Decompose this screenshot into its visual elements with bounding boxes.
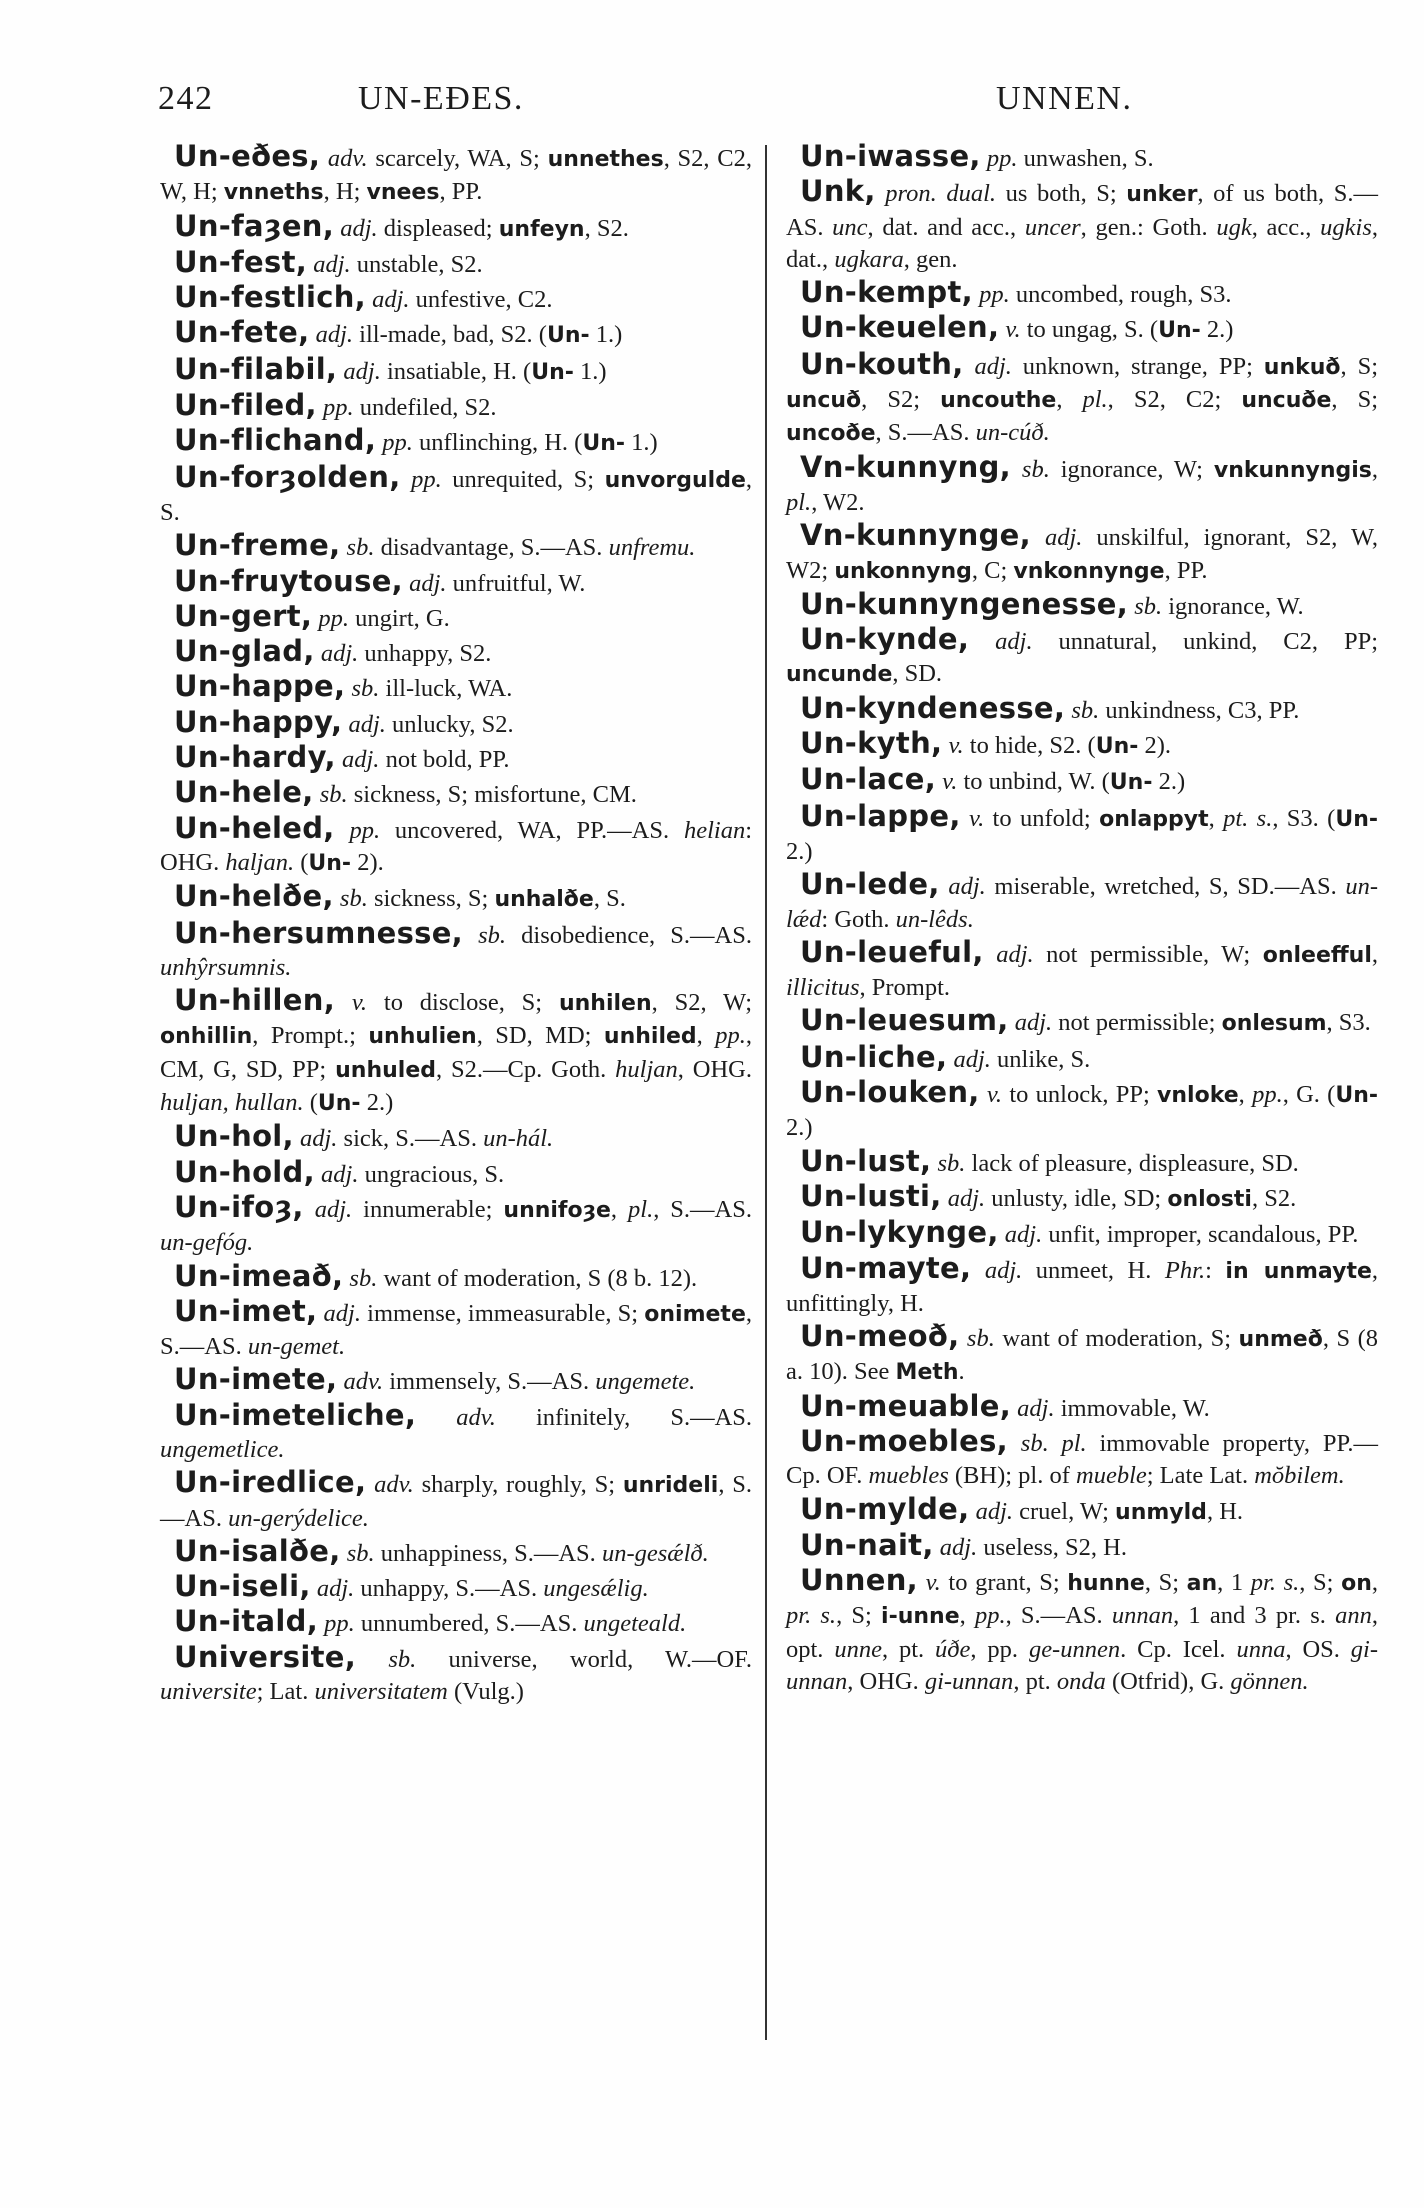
entry-headword: Un-hold, — [174, 1154, 315, 1189]
dictionary-entry — [786, 763, 1378, 799]
entry-definition: v. to ungag, S. (Un- 2.) — [1005, 316, 1234, 344]
dictionary-entry — [786, 1529, 1378, 1564]
entry-definition: adj. unlucky, S2. — [348, 710, 514, 738]
entry-definition: pp. uncovered, WA, PP.—AS. helian: OHG. haljan. (Un- 2). — [160, 816, 753, 876]
dictionary-entry — [786, 1252, 1378, 1321]
entry-headword: Un-leuesum, — [800, 1003, 1009, 1038]
dictionary-entry — [786, 1076, 1378, 1145]
dictionary-entry — [160, 1535, 752, 1570]
entry-headword: Un-hersumnesse, — [174, 915, 463, 950]
dictionary-entry — [786, 519, 1378, 588]
entry-definition: adj. displeased; unfeyn, S2. — [340, 214, 629, 242]
dictionary-entry — [160, 1260, 752, 1295]
dictionary-entry — [786, 588, 1378, 623]
dictionary-entry — [786, 800, 1378, 869]
entry-definition: adv. scarcely, WA, S; unnethes, S2, C2, W, H; vnneths, H; vnees, PP. — [160, 145, 753, 206]
dictionary-entry — [160, 1570, 752, 1605]
entry-headword: Un-lust, — [800, 1143, 932, 1178]
dictionary-entry — [160, 776, 752, 811]
dictionary-entry — [786, 276, 1378, 311]
entry-definition: sb. disadvantage, S.—AS. unfremu. — [346, 534, 696, 562]
entry-headword: Un-hillen, — [174, 983, 336, 1018]
entry-definition: v. to hide, S2. (Un- 2). — [948, 732, 1172, 760]
dictionary-entry — [160, 600, 752, 635]
entry-definition: sb. unkindness, C3, PP. — [1071, 696, 1300, 724]
entry-headword: Un-mayte, — [800, 1250, 972, 1285]
entry-definition: adj. not bold, PP. — [342, 746, 510, 774]
entry-headword: Un-imete, — [174, 1362, 338, 1397]
entry-definition: adv. immensely, S.—AS. ungemete. — [343, 1368, 696, 1396]
entry-headword: Un-hol, — [174, 1119, 294, 1154]
dictionary-entry — [160, 461, 752, 530]
entry-headword: Un-glad, — [174, 634, 315, 669]
entry-headword: Un-kyndenesse, — [800, 690, 1066, 725]
entry-headword: Unnen, — [800, 1563, 918, 1598]
entry-definition: sb. pl. immovable property, PP.—Cp. OF. muebles (BH); pl. of mueble; Late Lat. mŏbilem. — [786, 1429, 1378, 1490]
entry-definition: adj. insatiable, H. (Un- 1.) — [343, 357, 607, 385]
entry-headword: Un-itald, — [174, 1604, 319, 1639]
entry-definition: v. to disclose, S; unhilen, S2, W; onhillin, Prompt.; unhulien, SD, MD; unhiled, pp., CM, G, SD, PP; unhuled, S2.—Cp. Goth. huljan, OHG. huljan, hullan. (Un- 2.) — [160, 989, 753, 1117]
entry-headword: Un-flichand, — [174, 423, 377, 458]
dictionary-entry — [160, 1641, 752, 1709]
dictionary-entry — [786, 1041, 1378, 1076]
dictionary-entry — [786, 1145, 1378, 1180]
dictionary-entry — [160, 210, 752, 246]
entry-headword: Un-iseli, — [174, 1569, 311, 1604]
left-guide-word: UN-EÐES. — [358, 80, 524, 117]
dictionary-entry — [160, 1605, 752, 1640]
column-divider — [765, 145, 767, 2040]
right-column — [786, 140, 1378, 1698]
entry-headword: Un-helðe, — [174, 879, 334, 914]
entry-definition: adj. unfit, improper, scandalous, PP. — [1004, 1221, 1359, 1249]
dictionary-entry — [160, 984, 752, 1120]
dictionary-entry — [160, 706, 752, 741]
dictionary-entry — [160, 1120, 752, 1155]
entry-headword: Un-kempt, — [800, 275, 973, 310]
entry-headword: Un-imet, — [174, 1293, 318, 1328]
entry-definition: adj. ill-made, bad, S2. (Un- 1.) — [315, 321, 623, 349]
entry-definition: v. to unlock, PP; vnloke, pp., G. (Un- 2.) — [786, 1081, 1379, 1142]
dictionary-entry — [160, 389, 752, 424]
right-guide-word: UNNEN. — [996, 80, 1133, 117]
entry-headword: Un-lusti, — [800, 1178, 942, 1213]
entry-definition: sb. want of moderation, S (8 b. 12). — [349, 1264, 698, 1292]
entry-headword: Un-louken, — [800, 1075, 980, 1110]
entry-definition: adj. unfruitful, W. — [409, 569, 586, 597]
entry-definition: adj. unlike, S. — [953, 1045, 1091, 1073]
dictionary-entry — [786, 1493, 1378, 1529]
dictionary-entry — [786, 348, 1378, 451]
entry-headword: Un-filed, — [174, 388, 317, 423]
entry-headword: Un-fete, — [174, 315, 310, 350]
entry-definition: v. to unbind, W. (Un- 2.) — [942, 768, 1186, 796]
entry-definition: sb. lack of pleasure, displeasure, SD. — [937, 1149, 1299, 1177]
page-number: 242 — [158, 80, 214, 117]
entry-definition: sb. ignorance, W; vnkunnyngis, pl., W2. — [786, 455, 1379, 516]
dictionary-entry — [160, 140, 752, 210]
entry-definition: adj. not permissible, W; onleefful, illicitus, Prompt. — [786, 940, 1379, 1002]
entry-headword: Un-isalðe, — [174, 1533, 341, 1568]
dictionary-entry — [160, 353, 752, 389]
dictionary-entry — [160, 1363, 752, 1398]
entry-headword: Un-happy, — [174, 704, 343, 739]
entry-definition: sb. ill-luck, WA. — [351, 675, 513, 703]
entry-definition: sb. want of moderation, S; unmeð, S (8 a. 10). See Meth. — [786, 1325, 1378, 1386]
entry-definition: sb. sickness, S; misfortune, CM. — [319, 781, 637, 809]
entry-definition: adj. unskilful, ignorant, S2, W, W2; unkonnyng, C; vnkonnynge, PP. — [786, 524, 1379, 584]
entry-definition: sb. ignorance, W. — [1134, 592, 1304, 620]
entry-definition: adj. unknown, strange, PP; unkuð, S; uncuð, S2; uncouthe, pl., S2, C2; uncuðe, S; uncoðe, S.—AS. un-cúð. — [786, 352, 1379, 447]
entry-headword: Vn-kunnynge, — [800, 518, 1031, 553]
entry-headword: Un-imeað, — [174, 1258, 344, 1293]
entry-headword: Un-lykynge, — [800, 1215, 999, 1250]
entry-definition: adj. unstable, S2. — [313, 250, 483, 278]
entry-definition: adj. immense, immeasurable, S; onimete, S.—AS. un-gemet. — [160, 1299, 752, 1361]
entry-headword: Un-lappe, — [800, 798, 961, 833]
dictionary-entry — [786, 623, 1378, 692]
entry-headword: Un-fruytouse, — [174, 563, 403, 598]
entry-headword: Un-lace, — [800, 762, 937, 797]
entry-headword: Un-meuable, — [800, 1388, 1012, 1423]
dictionary-entry — [786, 936, 1378, 1005]
dictionary-entry — [160, 635, 752, 670]
dictionary-entry — [786, 311, 1378, 347]
dictionary-entry — [786, 451, 1378, 520]
entry-headword: Un-gert, — [174, 598, 313, 633]
entry-headword: Un-kynde, — [800, 622, 970, 657]
entry-headword: Un-eðes, — [174, 139, 321, 173]
entry-headword: Un-kouth, — [800, 346, 964, 381]
entry-headword: Un-meoð, — [800, 1319, 960, 1354]
dictionary-entry — [786, 727, 1378, 763]
entry-headword: Un-iwasse, — [800, 139, 981, 173]
entry-headword: Un-fest, — [174, 244, 308, 279]
entry-headword: Un-iredlice, — [174, 1465, 367, 1500]
entry-headword: Un-faȝen, — [174, 208, 335, 243]
entry-headword: Un-happe, — [174, 669, 346, 704]
dictionary-entry — [160, 565, 752, 600]
dictionary-entry — [160, 670, 752, 705]
entry-headword: Un-hardy, — [174, 740, 336, 775]
entry-definition: pp. uncombed, rough, S3. — [979, 281, 1232, 309]
entry-definition: sb. unhappiness, S.—AS. un-gesǽlð. — [346, 1539, 709, 1567]
entry-headword: Un-heled, — [174, 810, 335, 845]
entry-definition: sb. universe, world, W.—OF. universite; Lat. universitatem (Vulg.) — [160, 1645, 752, 1706]
entry-headword: Un-lede, — [800, 867, 940, 902]
entry-definition: adj. unlusty, idle, SD; onlosti, S2. — [947, 1184, 1297, 1212]
entry-definition: adj. innumerable; unnifoȝe, pl., S.—AS. un-gefóg. — [160, 1195, 753, 1257]
entry-headword: Un-kunnyngenesse, — [800, 586, 1129, 621]
entry-definition: adj. unnatural, unkind, C2, PP; uncunde, SD. — [786, 628, 1378, 688]
entry-definition: pp. undefiled, S2. — [323, 394, 497, 422]
dictionary-entry — [160, 424, 752, 460]
entry-definition: pp. unnumbered, S.—AS. ungeteald. — [324, 1610, 687, 1638]
entry-definition: adj. ungracious, S. — [321, 1160, 505, 1188]
dictionary-entry — [786, 868, 1378, 936]
entry-headword: Un-ifoȝ, — [174, 1189, 304, 1224]
entry-headword: Un-festlich, — [174, 280, 366, 315]
dictionary-entry — [160, 880, 752, 916]
dictionary-entry — [160, 812, 752, 881]
entry-definition: pp. unwashen, S. — [986, 145, 1154, 172]
entry-definition: adv. infinitely, S.—AS. ungemetlice. — [160, 1403, 753, 1463]
entry-definition: pp. ungirt, G. — [318, 604, 450, 632]
dictionary-entry — [160, 529, 752, 564]
entry-definition: adj. useless, S2, H. — [939, 1533, 1127, 1561]
dictionary-entry — [160, 741, 752, 776]
dictionary-entry — [160, 1466, 752, 1535]
entry-definition: v. to grant, S; hunne, S; an, 1 pr. s., S; on, pr. s., S; i-unne, pp., S.—AS. unnan, 1 and 3 pr. s. ann, opt. unne, pt. úðe, pp. ge-unnen. Cp. Icel. unna, OS. gi-unnan, OHG. gi-unnan, pt. onda (Otfrid), G. gönnen. — [786, 1569, 1379, 1696]
entry-headword: Un-freme, — [174, 528, 341, 563]
dictionary-entry — [160, 1295, 752, 1364]
entry-definition: adj. miserable, wretched, S, SD.—AS. un-lǽd: Goth. un-lêds. — [786, 873, 1378, 933]
entry-definition: pp. unrequited, S; unvorgulde, S. — [160, 465, 752, 526]
dictionary-entry — [786, 1390, 1378, 1425]
entry-headword: Un-mylde, — [800, 1491, 970, 1526]
dictionary-entry — [786, 1425, 1378, 1493]
entry-definition: adj. cruel, W; unmyld, H. — [975, 1497, 1244, 1525]
entry-headword: Un-kyth, — [800, 726, 943, 761]
dictionary-entry — [160, 1156, 752, 1191]
entry-headword: Un-moebles, — [800, 1423, 1008, 1458]
entry-headword: Un-forȝolden, — [174, 459, 401, 494]
entry-headword: Un-keuelen, — [800, 310, 1000, 345]
entry-definition: pron. dual. us both, S; unker, of us both, S.—AS. unc, dat. and acc., uncer, gen.: Goth. ugk, acc., ugkis, dat., ugkara, gen. — [786, 180, 1378, 273]
dictionary-entry — [786, 692, 1378, 727]
left-column — [160, 140, 752, 1708]
entry-headword: Un-leueful, — [800, 934, 984, 969]
entry-definition: adj. unhappy, S.—AS. ungesǽlig. — [316, 1575, 649, 1603]
entry-definition: adj. not permissible; onlesum, S3. — [1014, 1009, 1371, 1037]
dictionary-entry — [786, 1320, 1378, 1390]
entry-headword: Un-hele, — [174, 775, 314, 810]
dictionary-entry — [786, 140, 1378, 175]
dictionary-entry — [786, 1564, 1378, 1698]
dictionary-entry — [786, 1180, 1378, 1216]
entry-headword: Un-filabil, — [174, 351, 338, 386]
entry-definition: adj. immovable, W. — [1017, 1394, 1210, 1422]
dictionary-entry — [160, 1191, 752, 1260]
entry-definition: adj. unhappy, S2. — [320, 640, 492, 668]
dictionary-entry — [786, 175, 1378, 276]
entry-definition: adv. sharply, roughly, S; unrideli, S.—AS. un-gerýdelice. — [160, 1471, 752, 1532]
dictionary-entry — [786, 1216, 1378, 1251]
entry-headword: Un-imeteliche, — [174, 1397, 417, 1432]
entry-definition: pp. unflinching, H. (Un- 1.) — [382, 429, 658, 457]
entry-headword: Vn-kunnyng, — [800, 449, 1011, 484]
entry-headword: Unk, — [800, 174, 876, 209]
dictionary-entry — [786, 1004, 1378, 1040]
dictionary-entry — [160, 281, 752, 316]
dictionary-entry — [160, 917, 752, 985]
entry-definition: adj. unfestive, C2. — [372, 286, 553, 314]
entry-headword: Un-liche, — [800, 1039, 948, 1074]
entry-headword: Universite, — [174, 1639, 357, 1674]
entry-definition: sb. disobedience, S.—AS. unhŷrsumnis. — [160, 921, 753, 981]
dictionary-entry — [160, 246, 752, 281]
dictionary-entry — [160, 316, 752, 352]
entry-definition: sb. sickness, S; unhalðe, S. — [339, 885, 626, 913]
running-head — [158, 80, 1378, 130]
entry-definition: adj. unmeet, H. Phr.: in unmayte, unfittingly, H. — [786, 1256, 1379, 1317]
entry-headword: Un-nait, — [800, 1527, 934, 1562]
dictionary-entry — [160, 1399, 752, 1467]
entry-definition: adj. sick, S.—AS. un-hál. — [299, 1125, 554, 1153]
entry-definition: v. to unfold; onlappyt, pt. s., S3. (Un- 2.) — [786, 804, 1378, 865]
